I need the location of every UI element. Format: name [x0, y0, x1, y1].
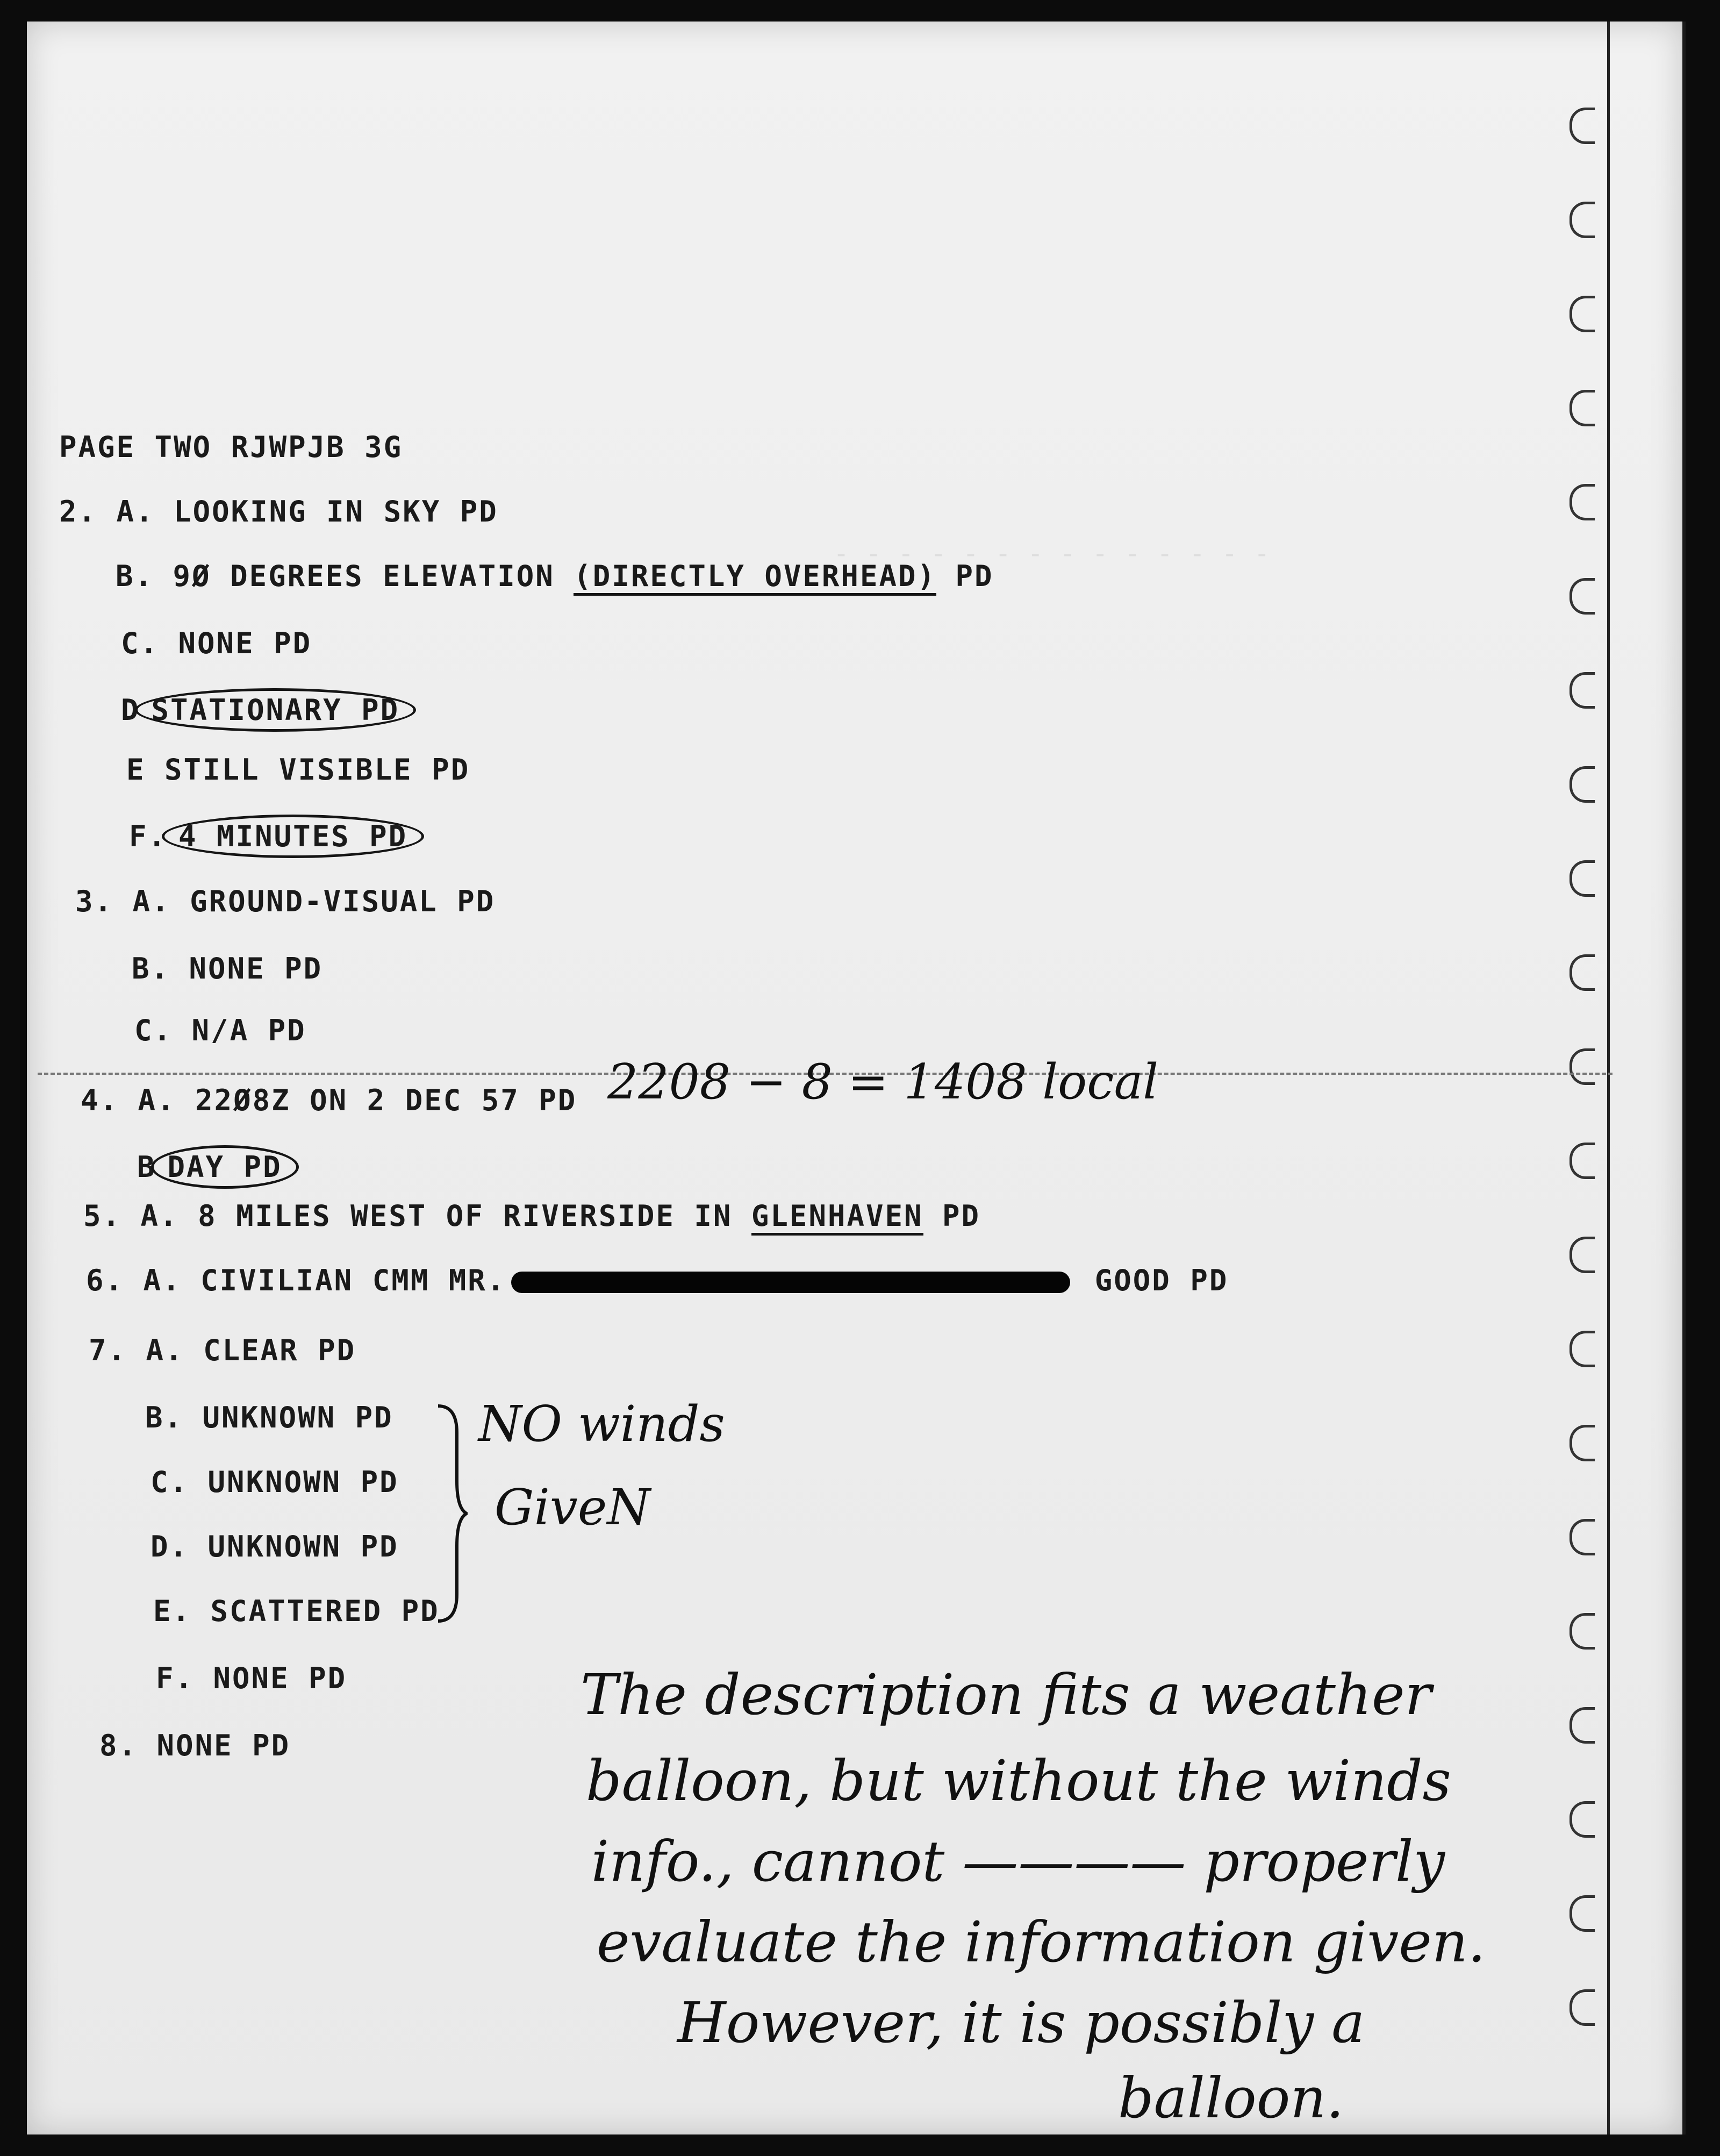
handwritten-note-line: info., cannot ———— properly	[591, 1829, 1445, 1894]
item-text: 22Ø8Z ON 2 DEC 57 PD	[195, 1083, 577, 1117]
item-2e	[126, 753, 470, 787]
item-3a	[75, 884, 495, 918]
perforation-hole	[1570, 296, 1595, 332]
item-text: 9Ø DEGREES ELEVATION	[173, 559, 574, 593]
page-header: PAGE TWO RJWPJB 3G	[59, 430, 403, 464]
item-letter: A.	[143, 1263, 182, 1297]
item-letter: A.	[146, 1333, 184, 1367]
item-text: GOOD PD	[1076, 1263, 1229, 1297]
item-letter: E	[126, 753, 146, 787]
circled-text: DAY PD	[151, 1145, 299, 1189]
handwritten-time-calc: 2208 − 8 = 1408 local	[607, 1054, 1159, 1110]
item-text-underlined: (DIRECTLY OVERHEAD)	[574, 559, 936, 596]
item-7e	[153, 1594, 440, 1628]
perforation-hole	[1570, 860, 1595, 897]
item-2f	[129, 815, 424, 858]
item-letter: C.	[150, 1465, 189, 1499]
perforation-hole	[1570, 578, 1595, 615]
perforation-hole	[1570, 108, 1595, 144]
item-number: 3.	[75, 884, 114, 918]
item-text: NONE PD	[213, 1661, 347, 1695]
item-text: NONE PD	[178, 626, 312, 660]
perforation-hole	[1570, 1895, 1595, 1932]
bleed-through-text: - - - - - - - - - - - - - -	[833, 538, 1270, 569]
item-text: SCATTERED PD	[210, 1594, 440, 1628]
handwritten-given-note: GiveN	[494, 1479, 650, 1536]
item-letter: D.	[150, 1530, 189, 1564]
item-text: PD	[936, 559, 994, 593]
perforation-hole	[1570, 1237, 1595, 1273]
item-4a	[81, 1083, 577, 1117]
perforation-hole	[1570, 672, 1595, 709]
item-letter: F.	[129, 819, 168, 853]
perforation-hole	[1570, 484, 1595, 520]
item-letter: A.	[116, 495, 155, 529]
item-letter: A.	[138, 1083, 176, 1117]
item-number: 8.	[99, 1729, 138, 1762]
item-3b	[132, 952, 322, 986]
perforation-hole	[1570, 1331, 1595, 1367]
item-letter: F.	[156, 1661, 195, 1695]
handwritten-winds-note: NO winds	[478, 1395, 725, 1453]
item-7d	[150, 1530, 399, 1564]
item-2a	[59, 495, 498, 529]
item-text: 8 MILES WEST OF RIVERSIDE IN	[198, 1199, 751, 1233]
item-text: CIVILIAN CMM MR.	[200, 1263, 506, 1297]
item-4b	[137, 1145, 299, 1189]
item-letter: B.	[116, 559, 154, 593]
item-7f	[156, 1661, 347, 1695]
item-number: 2.	[59, 495, 98, 529]
perforation-hole	[1570, 1613, 1595, 1650]
handwritten-note-line: The description fits a weather	[580, 1662, 1432, 1727]
perforation-hole	[1570, 1989, 1595, 2026]
circled-text: STATIONARY PD	[135, 688, 417, 732]
item-text: UNKNOWN PD	[207, 1465, 399, 1499]
perforation-hole	[1570, 954, 1595, 991]
perforation-hole	[1570, 1519, 1595, 1555]
perforation-hole	[1570, 1048, 1595, 1085]
handwritten-note-line: balloon, but without the winds	[586, 1748, 1451, 1814]
perforation-hole	[1570, 1143, 1595, 1179]
item-letter: B.	[132, 952, 170, 986]
item-text: GROUND-VISUAL PD	[190, 884, 496, 918]
perforation-hole	[1570, 1801, 1595, 1838]
item-text: NONE PD	[189, 952, 323, 986]
item-8	[99, 1729, 290, 1762]
item-number: 5.	[83, 1199, 122, 1233]
item-7b	[145, 1401, 393, 1434]
item-text: UNKNOWN PD	[202, 1401, 393, 1434]
item-5a	[83, 1199, 980, 1233]
item-letter: A.	[140, 1199, 179, 1233]
item-number: 4.	[81, 1083, 119, 1117]
item-text: STILL VISIBLE PD	[164, 753, 470, 787]
item-text: LOOKING IN SKY PD	[174, 495, 498, 529]
item-2c	[121, 626, 312, 660]
perforation-hole	[1570, 202, 1595, 238]
item-letter: D	[121, 693, 140, 727]
brace-mark	[435, 1401, 468, 1626]
perforation-hole	[1570, 390, 1595, 426]
item-6a	[86, 1263, 1228, 1297]
item-text: N/A PD	[191, 1013, 306, 1047]
item-text: PD	[923, 1199, 981, 1233]
item-2b	[116, 559, 994, 593]
circled-text: 4 MINUTES PD	[162, 815, 424, 858]
perforation-hole	[1570, 1425, 1595, 1461]
item-7c	[150, 1465, 399, 1499]
perforation-hole	[1570, 1707, 1595, 1744]
item-text: CLEAR PD	[203, 1333, 356, 1367]
item-letter: A.	[132, 884, 171, 918]
item-letter: B	[137, 1150, 156, 1184]
item-text-underlined: GLENHAVEN	[751, 1199, 923, 1236]
handwritten-note-line: balloon.	[1118, 2065, 1344, 2131]
item-text: NONE PD	[156, 1729, 291, 1762]
item-number: 7.	[89, 1333, 127, 1367]
handwritten-note-line: evaluate the information given.	[597, 1909, 1486, 1975]
redaction-bar	[511, 1272, 1070, 1293]
item-letter: C.	[134, 1013, 173, 1047]
item-letter: C.	[121, 626, 160, 660]
item-7a	[89, 1333, 356, 1367]
perforation-strip	[1570, 22, 1634, 2134]
item-text: UNKNOWN PD	[207, 1530, 399, 1564]
perforation-hole	[1570, 766, 1595, 803]
item-letter: E.	[153, 1594, 192, 1628]
item-2d	[121, 688, 416, 732]
item-number: 6.	[86, 1263, 125, 1297]
perforation-edge-line	[1607, 22, 1610, 2134]
item-3c	[134, 1013, 306, 1047]
item-letter: B.	[145, 1401, 184, 1434]
handwritten-note-line: However, it is possibly a	[677, 1990, 1365, 2055]
